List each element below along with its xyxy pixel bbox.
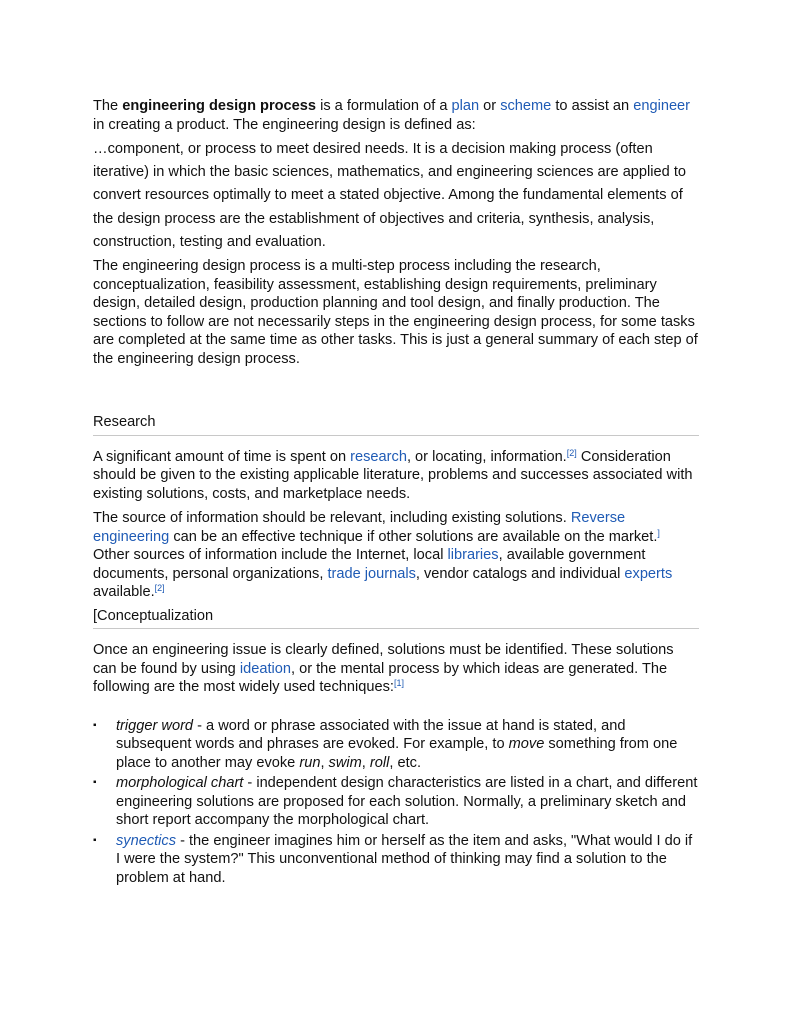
research-text: , available government documents, personal organizations, (93, 547, 646, 582)
section-heading-conceptualization: [Conceptualization (93, 607, 699, 630)
bullet-icon: ▪ (93, 719, 97, 731)
bullet-icon: ▪ (93, 777, 97, 789)
list-item-trigger-word (93, 717, 699, 773)
concept-text: Once an engineering issue is clearly defined, solutions must be identified. These solutions can be found by using (93, 642, 674, 677)
technique-term: synectics (116, 832, 177, 849)
research-text: can be an effective technique if other solutions are available on the market. (169, 528, 658, 545)
technique-text: , etc. (389, 754, 422, 771)
overview-paragraph: The engineering design process is a multi-step process including the research, conceptualization, feasibility assessment, establishing design requirements, preliminary design, detailed design, production planning and tool design, and finally production. The sections to follow are not necessarily steps in the engineering design process, for some tasks are completed at the same time as other tasks. This is just a general summary of each step of the engineering design process. (93, 258, 698, 367)
citation-ref[interactable]: ] (657, 527, 660, 538)
research-text: Consideration should be given to the existing applicable literature, problems and successes associated with existing solutions, costs, and marketplace needs. (93, 448, 693, 502)
research-text: available. (93, 584, 155, 601)
intro-text: The (93, 98, 123, 114)
link-trade-journals[interactable]: trade journals (327, 565, 416, 582)
link-reverse-engineering[interactable]: Reverse engineering (93, 510, 626, 545)
conceptualization-paragraph (93, 641, 699, 697)
link-research[interactable]: research (350, 448, 407, 465)
technique-text: - a word or phrase associated with the issue at hand is stated, and subsequent words and phrases are evoked. For example, to (116, 717, 626, 753)
link-synectics[interactable] (116, 833, 176, 849)
concept-text: , or the mental process by which ideas are generated. The following are the most widely used techniques: (93, 660, 668, 696)
research-text: , vendor catalogs and individual (415, 565, 625, 582)
link-libraries[interactable]: libraries (447, 547, 499, 564)
example-word: swim (328, 754, 362, 771)
definition-quote: …component, or process to meet desired needs. It is a decision making process (often iterative) in which the basic sciences, mathematics, and engineering sciences are applied to convert resources optimally to meet a stated objective. Among the fundamental elements of the design process are the establishment of objectives and criteria, synthesis, analysis, construction, testing and evaluation. (93, 141, 686, 250)
technique-text: something from one place to another may evoke (116, 736, 678, 771)
intro-text: in creating a product. The engineering design is defined as: (93, 116, 476, 133)
link-plan[interactable]: plan (451, 98, 480, 114)
example-word: move (508, 736, 545, 753)
research-text: Other sources of information include the Internet, local (93, 547, 448, 564)
research-text: The source of information should be relevant, including existing solutions. (93, 510, 571, 527)
technique-text: , (320, 754, 329, 771)
document-page (93, 97, 699, 889)
technique-text: - independent design characteristics are listed in a chart, and different engineering solutions are proposed for each solution. Normally, a preliminary sketch and short report accompany the morphological chart. (116, 775, 698, 829)
citation-ref[interactable]: [2] (154, 583, 165, 594)
technique-text: - the engineer imagines him or herself as the item and asks, "What would I do if I were the system?" This unconventional method of thinking may find a solution to the problem at hand. (116, 832, 693, 886)
research-paragraph-2 (93, 509, 699, 602)
link-scheme[interactable]: scheme (500, 98, 552, 114)
techniques-list (93, 717, 699, 888)
citation-ref[interactable]: [1] (393, 678, 404, 689)
intro-term: engineering design process (122, 98, 317, 114)
research-text: A significant amount of time is spent on (93, 448, 351, 465)
intro-text: or (479, 98, 501, 114)
research-paragraph-1 (93, 448, 699, 504)
technique-text: , (361, 754, 370, 771)
intro-text: is a formulation of a (316, 98, 452, 114)
citation-ref[interactable]: [2] (566, 447, 577, 458)
list-item-synectics (93, 832, 699, 888)
link-engineer[interactable]: engineer (633, 98, 691, 114)
technique-term: morphological chart (116, 775, 244, 792)
intro-text: to assist an (551, 98, 634, 114)
link-ideation[interactable]: ideation (239, 660, 291, 677)
section-heading-research: Research (93, 413, 699, 436)
example-word: roll (369, 754, 390, 771)
intro-paragraph (93, 97, 699, 134)
link-experts[interactable]: experts (624, 565, 673, 582)
list-item-morphological-chart (93, 774, 699, 830)
technique-term: trigger word (116, 717, 194, 734)
research-text: , or locating, information. (406, 448, 567, 465)
bullet-icon: ▪ (93, 834, 97, 846)
example-word: run (299, 754, 321, 771)
